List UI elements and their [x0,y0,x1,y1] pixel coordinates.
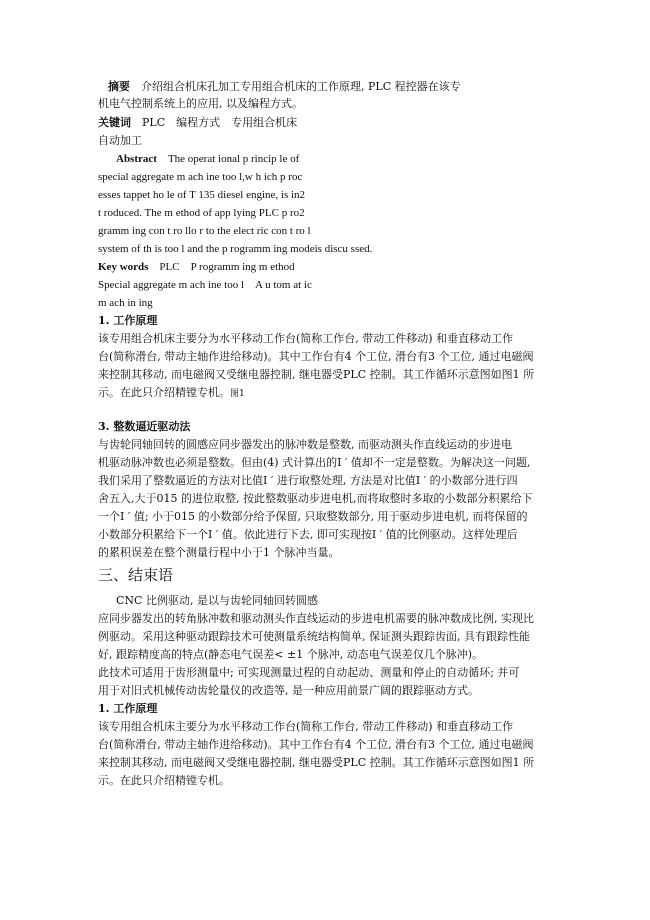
keywords-en-line-2: Special aggregate m ach ine too l A u tom at ic [98,279,312,291]
keywords-cn-text: PLC 编程方式 专用组合机床 [142,116,298,129]
keywords-en-text: PLC P rogramm ing m ethod [159,261,295,273]
abstract-en-line-4: t roduced. The m ethod of app lying PLC p ro2 [98,207,305,219]
conclusion-line-4: 好, 跟踪精度高的特点(静态电气误差< ±1 个脉冲, 动态电气误差仅几个脉冲)。 [98,648,483,661]
abstract-en-line-5: gramm ing con t ro llo r to the elect ric con t ro l [98,225,311,237]
section1-line-1: 该专用组合机床主要分为水平移动工作台(简称工作台, 带动工件移动) 和垂直移动工作 [98,332,514,345]
section3-line-3: 我们采用了整数逼近的方法对比值I ′ 进行取整处理, 方法是对比值I ′ 的小数部分进行四 [98,474,518,487]
section3-line-5: 一个I ′ 值; 小于015 的小数部分给予保留, 只取整数部分, 用于驱动步进电机, 而将保留的 [98,510,528,523]
abstract-cn-line-2: 机电气控制系统上的应用, 以及编程方式。 [98,97,303,110]
section3-line-2: 机驱动脉冲数也必须是整数。但由(4) 式计算出的I ′ 值却不一定是整数。为解决这一问题, [98,456,531,469]
abstract-en-line-6: system of th is too l and the p rogramm ing modeis discu ssed. [98,243,373,255]
keywords-cn-line-1 [98,116,297,130]
abstract-cn-label: 摘要 [108,80,130,93]
section1-line-4-text: 示。在此只介绍精镗专机。 [98,386,230,399]
section3-line-1: 与齿轮同轴回转的圆感应同步器发出的脉冲数是整数, 而驱动测头作直线运动的步进电 [98,438,512,451]
keywords-en-line-1 [98,260,295,274]
section1-line-2: 台(简称滑台, 带动主轴作进给移动)。其中工作台有4 个工位, 滑台有3 个工位, 通过电磁阀 [98,350,534,363]
keywords-cn-label: 关键词 [98,116,131,129]
abstract-cn-line-1 [108,80,461,94]
section1-line-4 [98,386,245,401]
abstract-cn-text: 介绍组合机床孔加工专用组合机床的工作原理, PLC 程控器在该专 [141,80,461,93]
conclusion-line-1: CNC 比例驱动, 是以与齿轮同轴回转圆感 [116,594,318,607]
section3-line-4: 舍五入,大于015 的进位取整, 按此整数驱动步进电机,而将取整时多取的小数部分积累给下 [98,492,533,505]
abstract-en-line-1 [116,152,299,166]
abstract-en-text: The operat ional p rincip le of [167,153,300,165]
section1-repeat-line-1: 该专用组合机床主要分为水平移动工作台(简称工作台, 带动工件移动) 和垂直移动工作 [98,720,514,733]
conclusion-line-6: 用于对旧式机械传动齿轮量仪的改造等, 是一种应用前景广阔的跟踪驱动方式。 [98,684,479,697]
section3-line-6: 小数部分积累给下一个I ′ 值。依此进行下去, 即可实现按I ′ 值的比例驱动。这样处理后 [98,528,518,541]
conclusion-heading: 三、结束语 [98,566,174,584]
section1-heading: 1. 工作原理 [98,314,158,327]
section1-repeat-line-4: 示。在此只介绍精镗专机。 [98,774,230,787]
section3-heading: 3. 整数逼近驱动法 [98,420,191,433]
conclusion-line-5: 此技术可适用于齿形测量中; 可实现测量过程的自动起动、测量和停止的自动循环; 并可 [98,666,520,679]
section1-line-3: 来控制其移动, 而电磁阀又受继电器控制, 继电器受PLC 控制。其工作循环示意图如图1 所 [98,368,535,381]
section1-repeat-heading: 1. 工作原理 [98,702,158,715]
abstract-en-label: Abstract [116,153,157,165]
keywords-en-label: Key words [98,261,149,273]
conclusion-line-3: 例驱动。采用这种驱动跟踪技术可使测量系统结构简单, 保证测头跟踪齿面, 具有跟踪性能 [98,630,530,643]
section1-repeat-line-3: 来控制其移动, 而电磁阀又受继电器控制, 继电器受PLC 控制。其工作循环示意图如图1 所 [98,756,535,769]
keywords-cn-line-2: 自动加工 [98,134,142,147]
abstract-en-line-3: esses tappet ho le of T 135 diesel engine, is in2 [98,189,306,201]
section3-line-7: 的累积误差在整个测量行程中小于1 个脉冲当量。 [98,546,340,559]
keywords-en-line-3: m ach in ing [98,297,153,309]
abstract-en-line-2: special aggregate m ach ine too l,w h ich p roc [98,171,303,183]
section1-repeat-line-2: 台(简称滑台, 带动主轴作进给移动)。其中工作台有4 个工位, 滑台有3 个工位, 通过电磁阀 [98,738,534,751]
figure-ref: 图1 [230,389,245,399]
conclusion-line-2: 应同步器发出的转角脉冲数和驱动测头作直线运动的步进电机需要的脉冲数成比例, 实现比 [98,612,534,625]
